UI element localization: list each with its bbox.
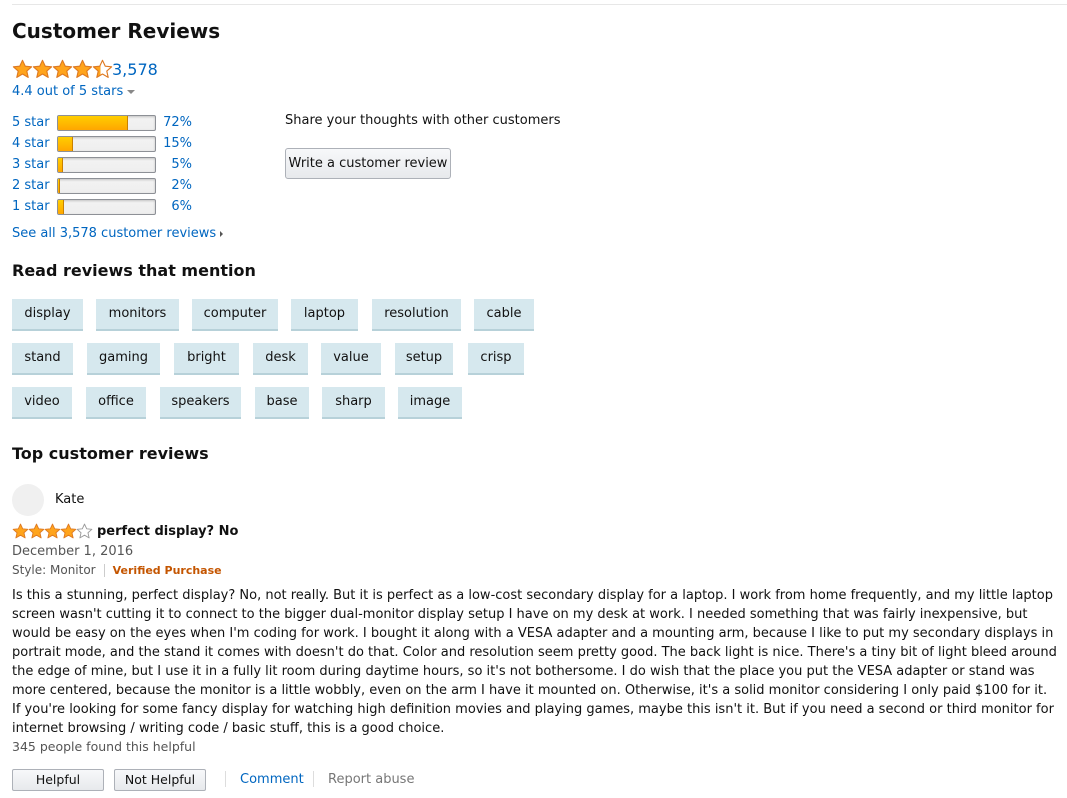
not-helpful-button[interactable]: Not Helpful bbox=[114, 769, 206, 791]
comment-link[interactable]: Comment bbox=[240, 772, 304, 787]
mention-chip[interactable]: computer bbox=[192, 299, 278, 331]
rating-count-link[interactable]: 3,578 bbox=[112, 60, 158, 79]
star-empty-icon bbox=[76, 523, 93, 540]
mentions-heading: Read reviews that mention bbox=[12, 261, 256, 280]
star-full-icon bbox=[52, 59, 73, 80]
average-rating-popover[interactable] bbox=[12, 84, 135, 99]
mention-chip[interactable]: stand bbox=[12, 343, 73, 375]
histogram-bar[interactable] bbox=[57, 199, 156, 215]
histogram-bar-fill bbox=[58, 116, 128, 130]
review-meta bbox=[12, 563, 222, 577]
mention-chip[interactable]: video bbox=[12, 387, 72, 419]
page-title: Customer Reviews bbox=[12, 19, 221, 43]
mention-chip[interactable]: monitors bbox=[96, 299, 179, 331]
histogram-star-label[interactable]: 3 star bbox=[12, 157, 50, 172]
avatar[interactable] bbox=[12, 484, 44, 516]
star-full-icon bbox=[44, 523, 61, 540]
histogram-bar[interactable] bbox=[57, 115, 156, 131]
star-full-icon bbox=[32, 59, 53, 80]
histogram-row[interactable] bbox=[12, 175, 192, 196]
average-star-rating[interactable] bbox=[12, 59, 112, 84]
write-review-button[interactable]: Write a customer review bbox=[285, 148, 451, 179]
histogram-percent[interactable]: 5% bbox=[171, 157, 192, 172]
mention-chip[interactable]: setup bbox=[395, 343, 453, 375]
histogram-bar[interactable] bbox=[57, 136, 156, 152]
helpful-button[interactable]: Helpful bbox=[12, 769, 104, 791]
review-date: December 1, 2016 bbox=[12, 544, 134, 559]
star-full-icon bbox=[60, 523, 77, 540]
share-thoughts-text: Share your thoughts with other customers bbox=[285, 113, 561, 128]
mention-chip[interactable]: cable bbox=[474, 299, 534, 331]
mention-chip[interactable]: image bbox=[398, 387, 462, 419]
histogram-star-label[interactable]: 1 star bbox=[12, 199, 50, 214]
histogram-percent[interactable]: 2% bbox=[171, 178, 192, 193]
histogram-percent[interactable]: 72% bbox=[163, 115, 192, 130]
average-rating-text: 4.4 out of 5 stars bbox=[12, 84, 124, 99]
mention-chip[interactable]: office bbox=[86, 387, 146, 419]
histogram-bar[interactable] bbox=[57, 178, 156, 194]
star-half-icon bbox=[92, 59, 113, 80]
helpful-count: 345 people found this helpful bbox=[12, 739, 196, 754]
histogram-bar-fill bbox=[58, 179, 60, 193]
verified-purchase-badge: Verified Purchase bbox=[112, 564, 222, 577]
mention-chip[interactable]: bright bbox=[174, 343, 239, 375]
mention-chip[interactable]: gaming bbox=[87, 343, 160, 375]
mention-chip[interactable]: sharp bbox=[322, 387, 385, 419]
histogram-row[interactable] bbox=[12, 196, 192, 217]
reviewer-name[interactable]: Kate bbox=[55, 492, 85, 507]
mention-chip[interactable]: crisp bbox=[468, 343, 524, 375]
mention-chip[interactable]: display bbox=[12, 299, 83, 331]
histogram-row[interactable] bbox=[12, 133, 192, 154]
histogram-bar-fill bbox=[58, 137, 73, 151]
mention-chip[interactable]: resolution bbox=[372, 299, 461, 331]
chevron-right-icon bbox=[220, 231, 223, 237]
histogram-row[interactable] bbox=[12, 154, 192, 175]
histogram-star-label[interactable]: 4 star bbox=[12, 136, 50, 151]
meta-divider bbox=[104, 564, 105, 577]
action-divider bbox=[313, 771, 314, 787]
mention-chip[interactable]: desk bbox=[253, 343, 308, 375]
mention-chip[interactable]: speakers bbox=[160, 387, 241, 419]
review-style-link[interactable]: Style: Monitor bbox=[12, 563, 96, 577]
star-full-icon bbox=[12, 523, 29, 540]
mention-chip[interactable]: value bbox=[321, 343, 381, 375]
histogram-bar-fill bbox=[58, 158, 63, 172]
see-all-reviews-link[interactable] bbox=[12, 226, 223, 241]
histogram-row[interactable] bbox=[12, 112, 192, 133]
star-full-icon bbox=[72, 59, 93, 80]
mention-chip[interactable]: base bbox=[255, 387, 309, 419]
histogram-bar[interactable] bbox=[57, 157, 156, 173]
histogram-percent[interactable]: 15% bbox=[163, 136, 192, 151]
review-body: Is this a stunning, perfect display? No, not really. But it is perfect as a low-cost secondary display for a laptop. I work from home frequently, and my little laptop screen wasn't cutting it to connect to the bigger dual-monitor display setup I have on my desk at work. I needed something that was fairly inexpensive, but would be easy on the eyes when I'm coding for work. I bought it along with a VESA adapter and a mounting arm, because I like to put my secondary displays in portrait mode, and the stand it comes with doesn't do that. Color and resolution seem pretty good. The back light is nice. There's a tiny bit of light bleed around the edge of mine, but I use it in a fully lit room during daytime hours, so it's not bothersome. I do wish that the place you put the VESA adapter or stand was more centered, because the monitor is a little wobbly, even on the arm I have it mounted on. Otherwise, it's a solid monitor considering I only paid $100 for it. If you're looking for some fancy display for watching high definition movies and playing games, maybe this isn't it. But if you need a second or third monitor for internet browsing / writing code / basic stuff, this is a good choice. bbox=[12, 588, 1057, 736]
review-star-rating[interactable] bbox=[12, 523, 92, 544]
histogram-star-label[interactable]: 2 star bbox=[12, 178, 50, 193]
see-all-reviews-text: See all 3,578 customer reviews bbox=[12, 226, 217, 241]
mention-chip[interactable]: laptop bbox=[291, 299, 358, 331]
top-reviews-heading: Top customer reviews bbox=[12, 444, 209, 463]
top-divider bbox=[12, 4, 1067, 5]
histogram-star-label[interactable]: 5 star bbox=[12, 115, 50, 130]
star-full-icon bbox=[12, 59, 33, 80]
action-divider bbox=[225, 771, 226, 787]
report-abuse-link[interactable]: Report abuse bbox=[328, 772, 415, 787]
histogram-percent[interactable]: 6% bbox=[171, 199, 192, 214]
histogram-bar-fill bbox=[58, 200, 64, 214]
review-title[interactable]: perfect display? No bbox=[97, 524, 239, 539]
star-full-icon bbox=[28, 523, 45, 540]
caret-down-icon bbox=[127, 90, 135, 94]
rating-histogram bbox=[12, 112, 192, 217]
